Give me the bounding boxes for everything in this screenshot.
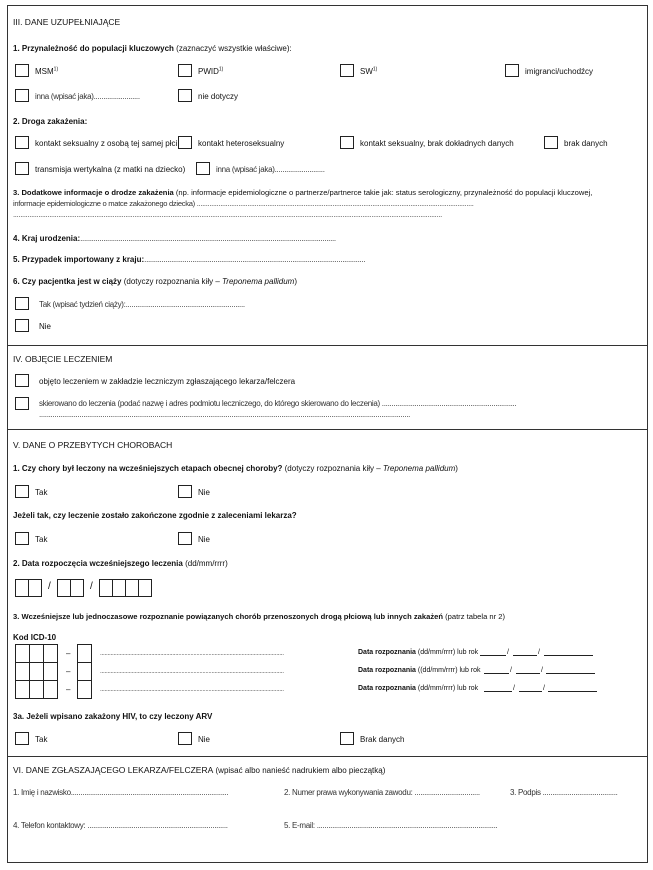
checkbox-heterosexual[interactable] xyxy=(178,136,192,149)
q1-label-bold: 1. Przynależność do populacji kluczowych xyxy=(13,44,174,53)
checkbox-other-route[interactable] xyxy=(196,162,210,175)
s5-q1-label-end: ) xyxy=(455,464,458,473)
q6-label-rest: (dotyczy rozpoznania kiły – xyxy=(121,277,222,286)
icd-suffix-cell[interactable] xyxy=(78,645,92,663)
icd-cell[interactable] xyxy=(30,645,44,663)
opt-same-sex: kontakt seksualny z osobą tej samej płci xyxy=(35,139,178,148)
q5-field: ................................................................................................................... xyxy=(144,255,366,264)
icd-row-3-date-year[interactable] xyxy=(548,691,597,692)
icd-row-2-description: .......................................................................................................................... xyxy=(100,668,284,675)
opt-migrant: imigranci/uchodźcy xyxy=(525,67,594,76)
q3-label xyxy=(13,188,592,198)
date-separator-2: / xyxy=(90,581,93,592)
icd-row-2-date-day[interactable] xyxy=(484,673,509,674)
section-6-title-rest: (wpisać albo nanieść nadrukiem albo pieczątką) xyxy=(213,766,386,775)
date-month-digit-2[interactable] xyxy=(70,579,84,597)
s5-q1-label-italic: Treponema pallidum xyxy=(382,464,456,473)
checkbox-prev-treated-yes[interactable] xyxy=(15,485,29,498)
s5-q3-label-bold: 3. Wcześniejsze lub jednoczasowe rozpoznanie powiązanych chorób przenoszonych drogą płciową lub innych zakażeń xyxy=(13,612,443,621)
checkbox-prev-treated-no[interactable] xyxy=(178,485,192,498)
icd-suffix-cell[interactable] xyxy=(78,663,92,681)
icd-row-1-date-sep-2: / xyxy=(538,649,540,656)
date-year-digit-3[interactable] xyxy=(125,579,139,597)
divider-3-4 xyxy=(7,345,648,346)
q3-line3: ............................................................................................................................................................................................................................................. xyxy=(13,210,442,219)
opt-treated-here: objęto leczeniem w zakładzie leczniczym zgłaszającego lekarza/felczera xyxy=(39,377,296,386)
s5-q1-label xyxy=(13,464,458,474)
opt-other-route: inna (wpisać jaka).......................... xyxy=(216,165,325,174)
date-month-digit-1[interactable] xyxy=(57,579,71,597)
q5-label: 5. Przypadek importowany z kraju: xyxy=(13,255,145,264)
opt-completed-no: Nie xyxy=(198,535,211,544)
icd-dash-1: – xyxy=(66,649,71,658)
icd-row-3-date-label xyxy=(358,684,478,694)
icd-row-1-date-year[interactable] xyxy=(544,655,593,656)
icd-row-1-date-rest: (dd/mm/rrrr) lub rok xyxy=(415,649,479,656)
icd-cell[interactable] xyxy=(44,645,58,663)
opt-sw xyxy=(360,67,377,77)
divider-5-6 xyxy=(7,756,648,757)
s5-q3-label xyxy=(13,612,505,622)
checkbox-pwid[interactable] xyxy=(178,64,192,77)
opt-referred: skierowano do leczenia (podać nazwę i adres podmiotu leczniczego, do którego skierowano do leczenia) ...................................................................... xyxy=(39,399,517,408)
icd-code-grid[interactable] xyxy=(15,644,58,699)
icd-dash-2: – xyxy=(66,667,71,676)
opt-sw-text: SW xyxy=(360,67,373,76)
icd-row-1-date-day[interactable] xyxy=(480,655,506,656)
q4-label: 4. Kraj urodzenia: xyxy=(13,234,81,243)
icd-label: Kod ICD-10 xyxy=(13,633,57,642)
icd-row-1-description: .......................................................................................................................... xyxy=(100,650,284,657)
date-year-digit-2[interactable] xyxy=(112,579,126,597)
checkbox-treated-here[interactable] xyxy=(15,374,29,387)
checkbox-completed-yes[interactable] xyxy=(15,532,29,545)
opt-prev-treated-yes: Tak xyxy=(35,488,48,497)
field-signature[interactable]: 3. Podpis ....................................... xyxy=(510,788,618,797)
icd-row-1-date-label xyxy=(358,648,478,658)
icd-suffix-cell[interactable] xyxy=(78,681,92,699)
opt-sexual-unknown: kontakt seksualny, brak dokładnych danych xyxy=(360,139,514,148)
icd-row-2-date-month[interactable] xyxy=(516,673,540,674)
icd-row-2-date-sep-1: / xyxy=(510,667,512,674)
checkbox-vertical[interactable] xyxy=(15,162,29,175)
icd-row-2-date-rest: ((dd/mm/rrrr) lub rok xyxy=(415,667,481,674)
s5-q2-label xyxy=(13,559,228,569)
checkbox-msm[interactable] xyxy=(15,64,29,77)
s5-q3a-label: 3a. Jeżeli wpisano zakażony HIV, to czy leczony ARV xyxy=(13,712,213,721)
q1-label-rest: (zaznaczyć wszystkie właściwe): xyxy=(173,44,292,53)
checkbox-migrant[interactable] xyxy=(505,64,519,77)
section-6-title-upper: VI. DANE ZGŁASZAJĄCEGO LEKARZA/FELCZERA xyxy=(13,765,214,775)
icd-row-1-date-month[interactable] xyxy=(513,655,537,656)
icd-cell[interactable] xyxy=(16,645,30,663)
icd-row-2-date-label xyxy=(358,666,481,676)
section-4-title: IV. OBJĘCIE LECZENIEM xyxy=(13,354,113,364)
q1-label xyxy=(13,44,292,54)
icd-cell[interactable] xyxy=(44,681,58,699)
field-phone[interactable]: 4. Telefon kontaktowy: ......................................................................... xyxy=(13,821,228,830)
opt-pregnant-no: Nie xyxy=(39,322,52,331)
opt-no-data: brak danych xyxy=(564,139,608,148)
opt-msm-text: MSM xyxy=(35,67,54,76)
icd-row-3-date-rest: (dd/mm/rrrr) lub rok xyxy=(415,685,479,692)
icd-row-2-date-sep-2: / xyxy=(541,667,543,674)
s5-q2-label-rest: (dd/mm/rrrr) xyxy=(182,559,228,568)
icd-row-3-date-bold: Data rozpoznania xyxy=(358,685,416,692)
opt-pwid xyxy=(198,67,223,77)
icd-dash-3: – xyxy=(66,685,71,694)
opt-vertical: transmisja wertykalna (z matki na dziecko) xyxy=(35,165,186,174)
section-6-title xyxy=(13,765,385,776)
q6-label-italic: Treponema pallidum xyxy=(222,277,295,286)
opt-sw-footnote: 1) xyxy=(372,66,378,73)
icd-row-1-date-bold: Data rozpoznania xyxy=(358,649,416,656)
icd-cell[interactable] xyxy=(16,681,30,699)
opt-heterosexual: kontakt heteroseksualny xyxy=(198,139,285,148)
divider-4-5 xyxy=(7,429,648,430)
icd-cell[interactable] xyxy=(30,681,44,699)
checkbox-pregnant-yes[interactable] xyxy=(15,297,29,310)
icd-suffix-grid[interactable] xyxy=(77,644,92,699)
q3-label-bold: 3. Dodatkowe informacje o drodze zakażenia xyxy=(13,188,174,197)
section-3-title: III. DANE UZUPEŁNIAJĄCE xyxy=(13,17,121,27)
opt-referred-dots: ................................................................................................................................................................................................. xyxy=(39,410,411,419)
s5-q1-label-bold: 1. Czy chory był leczony na wcześniejszych etapach obecnej choroby? xyxy=(13,464,283,473)
field-full-name[interactable]: 1. Imię i nazwisko.................................................................................. xyxy=(13,788,229,797)
icd-cell[interactable] xyxy=(16,663,30,681)
opt-arv-no: Nie xyxy=(198,735,211,744)
icd-row-2-date-year[interactable] xyxy=(546,673,595,674)
opt-msm xyxy=(35,67,58,77)
opt-arv-yes: Tak xyxy=(35,735,48,744)
icd-row-3-date-month[interactable] xyxy=(519,691,542,692)
checkbox-completed-no[interactable] xyxy=(178,532,192,545)
checkbox-referred[interactable] xyxy=(15,397,29,410)
form-frame xyxy=(7,5,648,863)
date-year-digit-1[interactable] xyxy=(99,579,113,597)
checkbox-other-population[interactable] xyxy=(15,89,29,102)
opt-completed-yes: Tak xyxy=(35,535,48,544)
field-license-number[interactable]: 2. Numer prawa wykonywania zawodu: .................................. xyxy=(284,788,480,797)
checkbox-sw[interactable] xyxy=(340,64,354,77)
s5-q1b-label: Jeżeli tak, czy leczenie zostało zakończone zgodnie z zaleceniami lekarza? xyxy=(13,511,297,520)
s5-q3-label-rest: (patrz tabela nr 2) xyxy=(442,612,506,621)
icd-row-3-date-sep-1: / xyxy=(513,685,515,692)
opt-other-population: inna (wpisać jaka)........................ xyxy=(35,92,140,101)
field-email[interactable]: 5. E-mail: .............................................................................................. xyxy=(284,821,498,830)
opt-pwid-text: PWID xyxy=(198,67,219,76)
icd-row-3-date-day[interactable] xyxy=(484,691,512,692)
opt-not-applicable: nie dotyczy xyxy=(198,92,239,101)
icd-cell[interactable] xyxy=(30,663,44,681)
s5-q2-label-bold: 2. Data rozpoczęcia wcześniejszego leczenia xyxy=(13,559,183,568)
q5-row xyxy=(13,255,365,265)
date-separator-1: / xyxy=(48,581,51,592)
s5-q1-label-rest: (dotyczy rozpoznania kiły – xyxy=(282,464,383,473)
q3-line2: informacje epidemiologiczne o matce zakażonego dziecka) ......................................................................................................................................................... xyxy=(13,199,474,208)
date-year-digit-4[interactable] xyxy=(138,579,152,597)
date-day-digit-2[interactable] xyxy=(28,579,42,597)
q4-row xyxy=(13,234,336,244)
checkbox-arv-yes[interactable] xyxy=(15,732,29,745)
q6-label xyxy=(13,277,297,287)
q4-field: ..................................................................................................................................... xyxy=(80,234,336,243)
checkbox-sexual-unknown[interactable] xyxy=(340,136,354,149)
q6-label-bold: 6. Czy pacjentka jest w ciąży xyxy=(13,277,122,286)
q2-label: 2. Droga zakażenia: xyxy=(13,117,88,126)
opt-arv-no-data: Brak danych xyxy=(360,735,405,744)
icd-cell[interactable] xyxy=(44,663,58,681)
opt-msm-footnote: 1) xyxy=(53,66,59,73)
checkbox-arv-no[interactable] xyxy=(178,732,192,745)
checkbox-no-data[interactable] xyxy=(544,136,558,149)
icd-row-3-description: .......................................................................................................................... xyxy=(100,686,284,693)
checkbox-same-sex[interactable] xyxy=(15,136,29,149)
checkbox-pregnant-no[interactable] xyxy=(15,319,29,332)
icd-row-3-date-sep-2: / xyxy=(543,685,545,692)
icd-row-1-date-sep-1: / xyxy=(507,649,509,656)
q3-label-rest: (np. informacje epidemiologiczne o partnerze/partnerce takie jak: status serologiczny, przynależność do populacji kluczowej, xyxy=(173,188,593,197)
checkbox-not-applicable[interactable] xyxy=(178,89,192,102)
date-day-digit-1[interactable] xyxy=(15,579,29,597)
section-5-title: V. DANE O PRZEBYTYCH CHOROBACH xyxy=(13,440,173,450)
icd-row-2-date-bold: Data rozpoznania xyxy=(358,667,416,674)
opt-prev-treated-no: Nie xyxy=(198,488,211,497)
q6-label-end: ) xyxy=(294,277,298,286)
checkbox-arv-no-data[interactable] xyxy=(340,732,354,745)
opt-pregnant-yes: Tak (wpisać tydzień ciąży):.............................................................. xyxy=(39,300,245,309)
opt-pwid-footnote: 1) xyxy=(218,66,224,73)
